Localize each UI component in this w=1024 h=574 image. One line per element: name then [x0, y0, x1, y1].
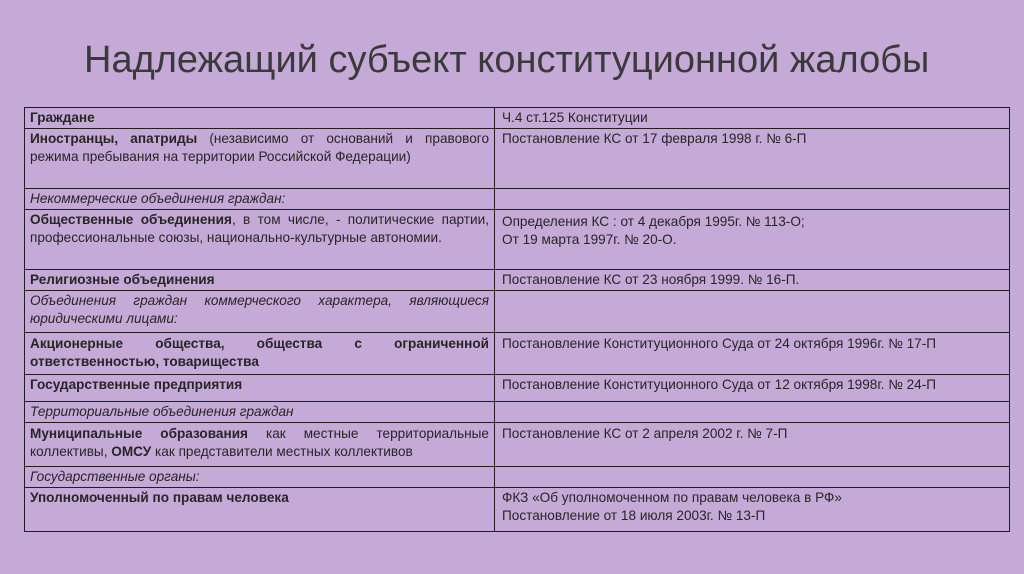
source-cell	[495, 375, 1010, 402]
source-cell	[495, 108, 1010, 129]
source-cell	[495, 210, 1010, 270]
subject-name: Граждане	[30, 110, 95, 125]
table-row	[25, 375, 1010, 402]
table-row	[25, 333, 1010, 375]
table-row	[25, 129, 1010, 189]
source-line: Постановление КС от 23 ноября 1999. № 16-П.	[502, 272, 800, 287]
source-cell	[495, 467, 1010, 488]
subject-name: Уполномоченный по правам человека	[30, 490, 289, 505]
table-row	[25, 108, 1010, 129]
source-line: Ч.4 ст.125 Конституции	[502, 110, 648, 125]
source-cell	[495, 333, 1010, 375]
table-row	[25, 189, 1010, 210]
source-cell	[495, 488, 1010, 532]
category-label: Объединения граждан коммерческого характера, являющиеся юридическими лицами:	[30, 293, 489, 326]
subject-note: как местные территориальные коллективы,	[30, 426, 489, 459]
source-cell	[495, 129, 1010, 189]
table-row	[25, 488, 1010, 532]
subject-cell	[25, 488, 495, 532]
category-cell	[25, 189, 495, 210]
source-line: ФКЗ «Об уполномоченном по правам человека в РФ»	[502, 490, 842, 505]
subject-note: (независимо от оснований и правового режима пребывания на территории Российской Федерации)	[30, 131, 490, 164]
table-row	[25, 402, 1010, 423]
source-line: От 19 марта 1997г. № 20-О.	[502, 232, 677, 247]
subject-note: , в том числе, - политические партии, профессиональные союзы, национально-культурные автономии.	[30, 212, 489, 245]
category-label: Государственные органы:	[30, 469, 200, 484]
subject-cell	[25, 333, 495, 375]
subject-cell	[25, 423, 495, 467]
source-cell	[495, 423, 1010, 467]
subject-cell	[25, 108, 495, 129]
slide-title: Надлежащий субъект конституционной жалобы	[84, 39, 930, 81]
source-cell	[495, 291, 1010, 333]
subject-name-secondary: ОМСУ	[111, 444, 152, 459]
source-line: Постановление Конституционного Суда от 24 октября 1996г. № 17-П	[502, 336, 936, 351]
subject-cell	[25, 270, 495, 291]
subject-name: Государственные предприятия	[30, 377, 243, 392]
subject-cell	[25, 210, 495, 270]
category-cell	[25, 467, 495, 488]
source-line: Постановление от 18 июля 2003г. № 13-П	[502, 508, 766, 523]
source-cell	[495, 189, 1010, 210]
source-line: Постановление КС от 17 февраля 1998 г. № 6-П	[502, 131, 807, 146]
subject-cell	[25, 375, 495, 402]
table-row	[25, 291, 1010, 333]
source-line: Постановление КС от 2 апреля 2002 г. № 7-П	[502, 426, 788, 441]
source-line: Определения КС : от 4 декабря 1995г. № 113-О;	[502, 214, 805, 229]
table-row	[25, 270, 1010, 291]
table-row	[25, 210, 1010, 270]
category-cell	[25, 402, 495, 423]
source-cell	[495, 270, 1010, 291]
source-line: Постановление Конституционного Суда от 12 октября 1998г. № 24-П	[502, 377, 936, 392]
subject-name: Акционерные общества, общества с ограниченной ответственностью, товарищества	[30, 336, 489, 369]
subjects-table	[24, 107, 1010, 532]
table-row	[25, 467, 1010, 488]
table-row	[25, 423, 1010, 467]
category-label: Территориальные объединения граждан	[30, 404, 294, 419]
category-label: Некоммерческие объединения граждан:	[30, 191, 286, 206]
subject-name: Общественные объединения	[30, 212, 232, 227]
subject-cell	[25, 129, 495, 189]
subject-name: Муниципальные образования	[30, 426, 248, 441]
subject-name: Религиозные объединения	[30, 272, 215, 287]
subject-name: Иностранцы, апатриды	[30, 131, 198, 146]
subject-note-secondary: как представители местных коллективов	[151, 444, 413, 459]
category-cell	[25, 291, 495, 333]
source-cell	[495, 402, 1010, 423]
